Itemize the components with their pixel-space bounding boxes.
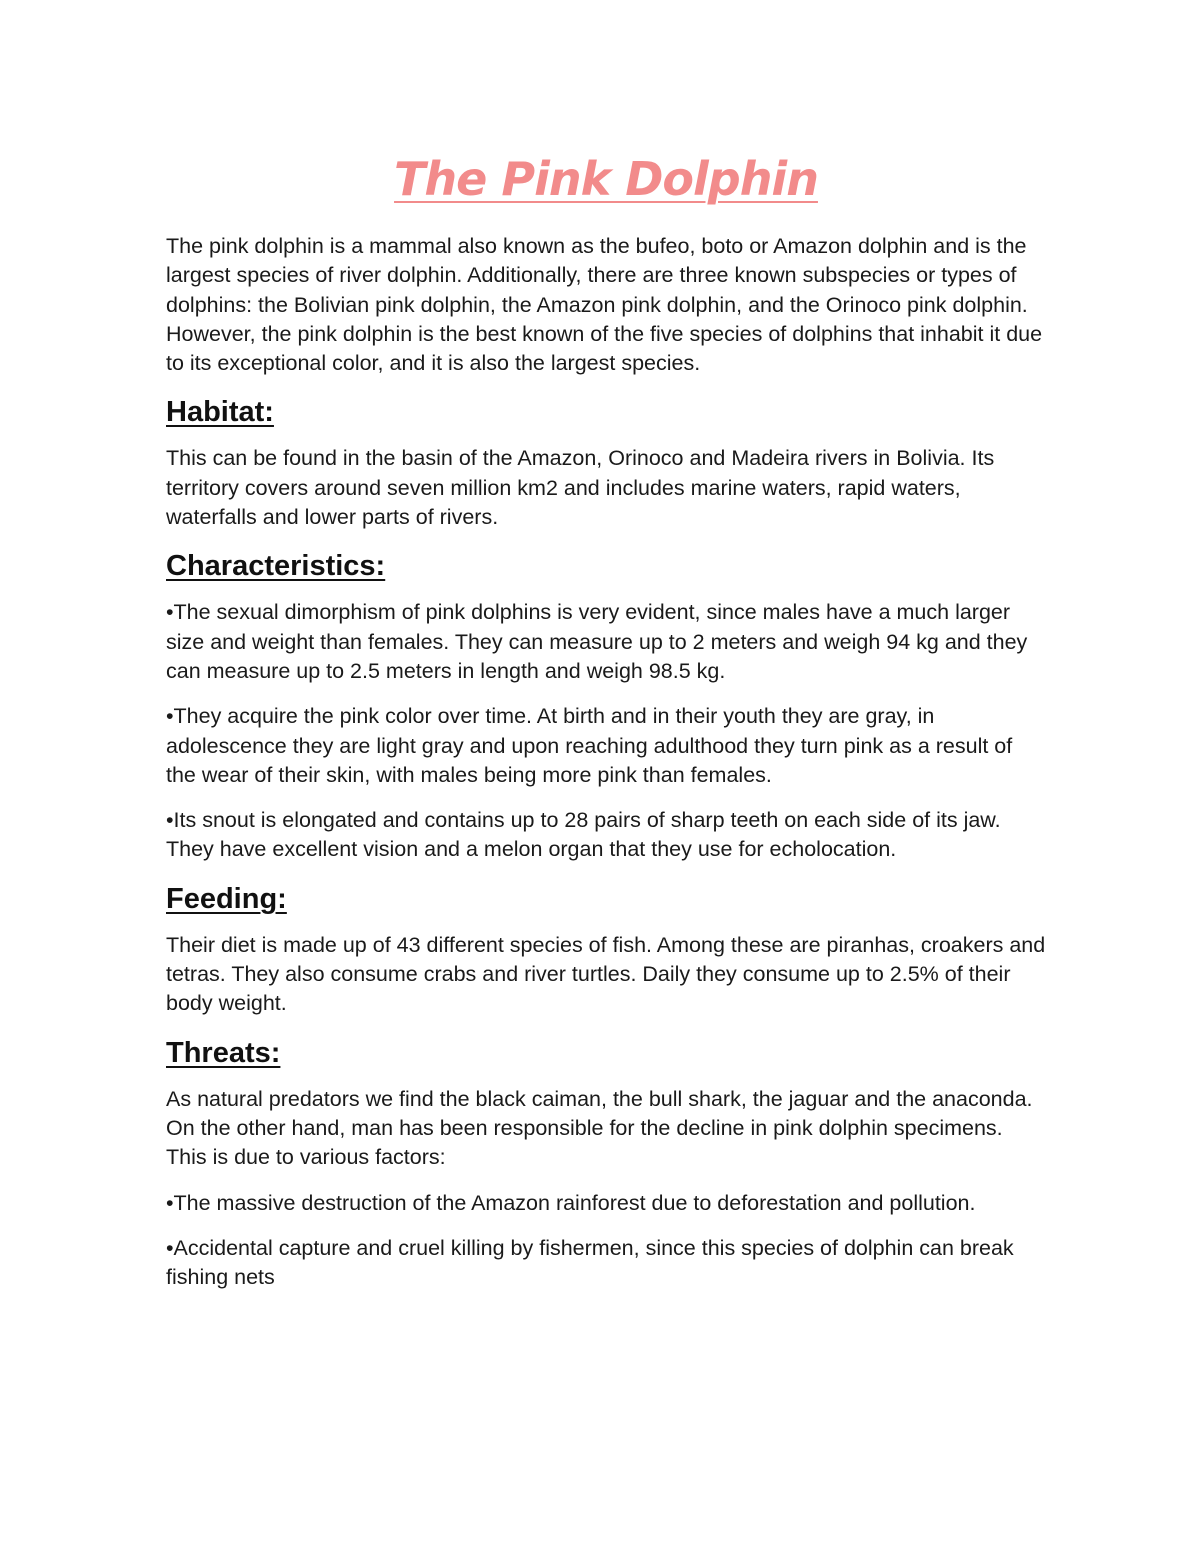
threats-paragraph: As natural predators we find the black caiman, the bull shark, the jaguar and the anaconda. On the other hand, man has been responsible for the decline in pink dolphin specimens. This is due to various factors:: [166, 1086, 1033, 1170]
feeding-heading: Feeding:: [166, 882, 287, 915]
feeding-section: [166, 881, 1046, 1019]
characteristics-bullet: •They acquire the pink color over time. At birth and in their youth they are gray, in adolescence they are light gray and upon reaching adulthood they turn pink as a result of the wear of their skin, with males being more pink than females.: [166, 704, 1013, 787]
document-page: [166, 148, 1046, 1308]
threats-bullet: •Accidental capture and cruel killing by fishermen, since this species of dolphin can break fishing nets: [166, 1235, 1014, 1290]
habitat-heading: Habitat:: [166, 396, 274, 429]
intro-paragraph: The pink dolphin is a mammal also known as the bufeo, boto or Amazon dolphin and is the largest species of river dolphin. Additionally, there are three known subspecies or types of dolphins: the Bolivian pink dolphin, the Amazon pink dolphin, and the Orinoco pink dolphin. However, the pink dolphin is the best known of the five species of dolphins that inhabit it due to its exceptional color, and it is also the largest species.: [166, 234, 1043, 376]
characteristics-bullet: •The sexual dimorphism of pink dolphins is very evident, since males have a much larger size and weight than females. They can measure up to 2 meters and weigh 94 kg and they can measure up to 2.5 meters in length and weigh 98.5 kg.: [166, 600, 1028, 683]
document-title: [166, 148, 1046, 210]
habitat-paragraph: This can be found in the basin of the Amazon, Orinoco and Madeira rivers in Bolivia. Its territory covers around seven million km2 and includes marine waters, rapid waters, waterfalls and lower parts of rivers.: [166, 446, 995, 530]
feeding-paragraph: Their diet is made up of 43 different species of fish. Among these are piranhas, croakers and tetras. They also consume crabs and river turtles. Daily they consume up to 2.5% of their body weight.: [166, 932, 1046, 1016]
document-title-text: The Pink Dolphin: [394, 152, 818, 206]
characteristics-heading: Characteristics:: [166, 550, 386, 583]
characteristics-bullet: •Its snout is elongated and contains up to 28 pairs of sharp teeth on each side of its jaw. They have excellent vision and a melon organ that they use for echolocation.: [166, 808, 1001, 862]
threats-heading: Threats:: [166, 1036, 281, 1069]
threats-bullet: •The massive destruction of the Amazon rainforest due to deforestation and pollution.: [166, 1190, 976, 1215]
threats-section: [166, 1035, 1046, 1293]
characteristics-section: [166, 548, 1046, 864]
habitat-section: [166, 394, 1046, 532]
